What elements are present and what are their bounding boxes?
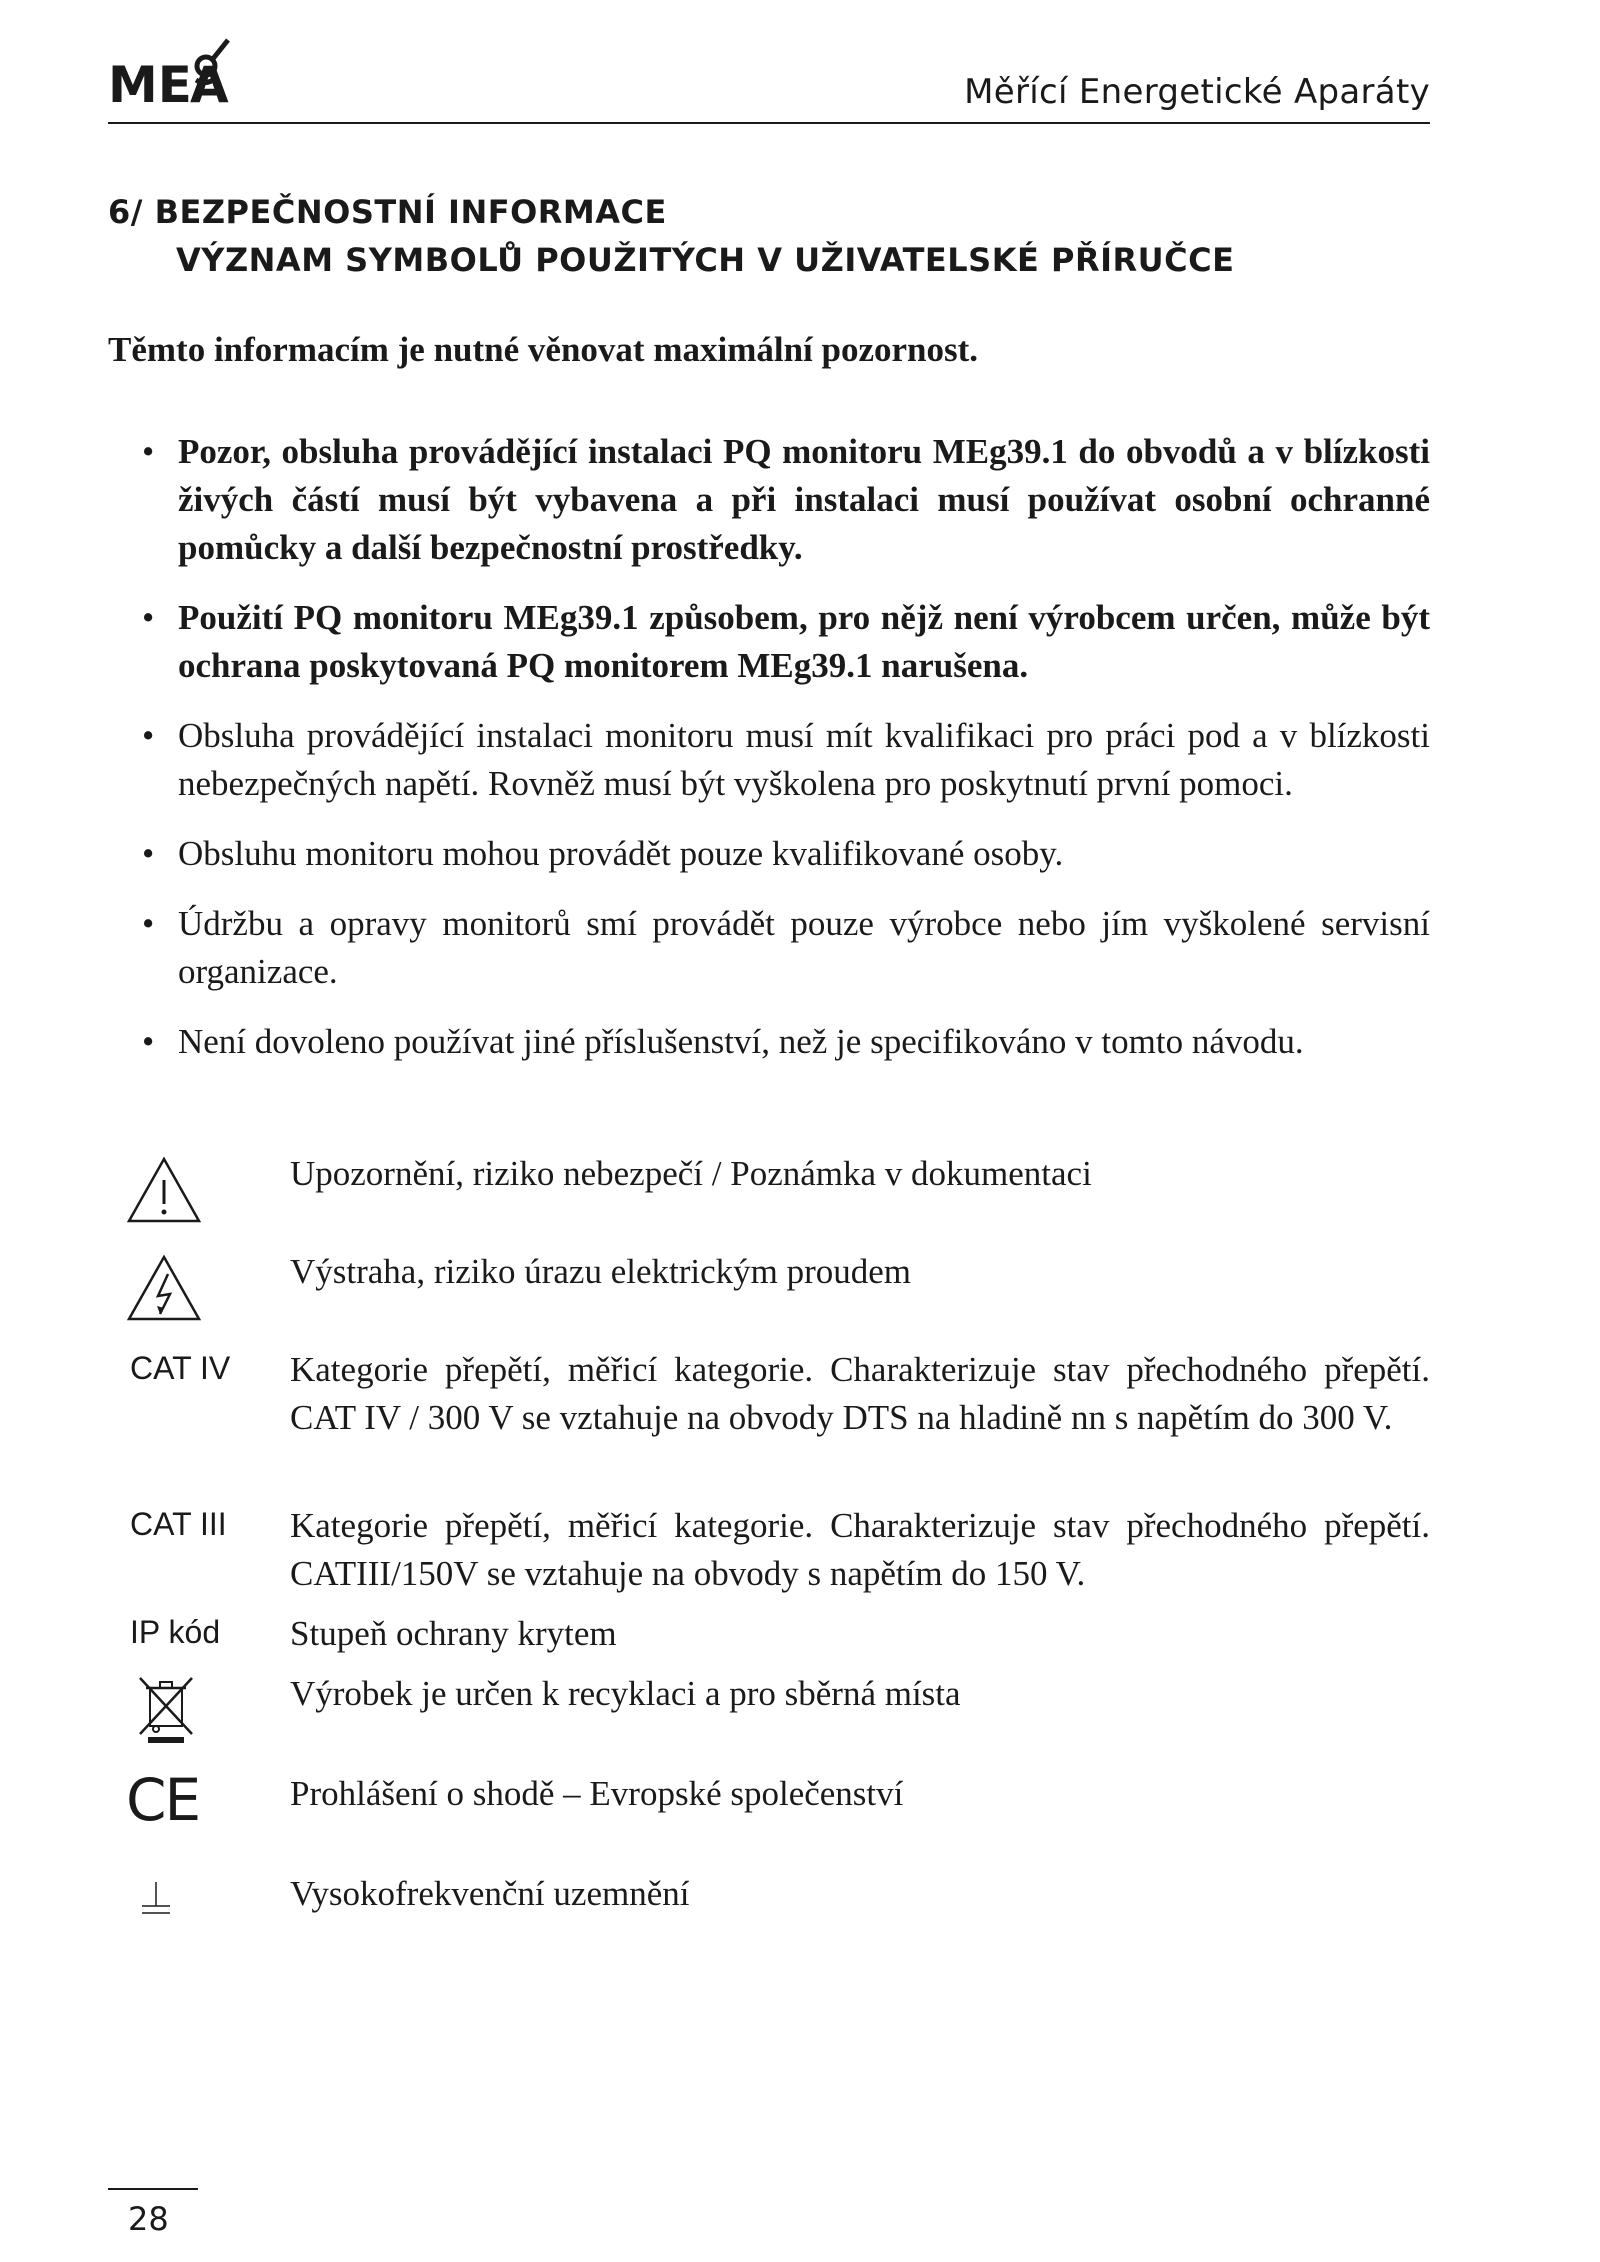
electric-shock-icon: [126, 1254, 202, 1322]
symbol-description: Upozornění, riziko nebezpečí / Poznámka v dokumentaci: [290, 1154, 1092, 1193]
cat3-label: [108, 1506, 258, 1543]
bullet-item: • Použití PQ monitoru MEg39.1 způsobem, pro nějž není výrobcem určen, může být ochrana poskytovaná PQ monitorem MEg39.1 narušena.: [108, 594, 1430, 690]
svg-text:A: A: [190, 56, 229, 110]
symbol-description: Stupeň ochrany krytem: [290, 1614, 617, 1653]
symbol-label: CAT IV: [130, 1350, 231, 1386]
symbol-label: CAT III: [130, 1506, 227, 1542]
symbol-description: Kategorie přepětí, měřicí kategorie. Charakterizuje stav přechodného přepětí. CATIII/150V se vztahuje na obvody s napětím do 150 V.: [290, 1506, 1430, 1593]
crossed-bin-icon: [136, 1674, 196, 1744]
section-title: [108, 188, 1234, 284]
bullet-item: • Pozor, obsluha provádějící instalaci PQ monitoru MEg39.1 do obvodů a v blízkosti živých částí musí být vybavena a při instalaci musí používat osobní ochranné pomůcky a další bezpečnostní prostředky.: [108, 428, 1430, 572]
bullet-item: • Není dovoleno používat jiné příslušenství, než je specifikováno v tomto návodu.: [108, 1018, 1430, 1066]
section-title-line2: VÝZNAM SYMBOLŮ POUŽITÝCH V UŽIVATELSKÉ PŘÍRUČCE: [176, 241, 1235, 279]
mega-logo: [108, 30, 248, 110]
header-divider: [108, 122, 1430, 124]
page-header: [108, 28, 1430, 126]
svg-text:ME: ME: [108, 56, 192, 110]
bullet-item: • Obsluhu monitoru mohou provádět pouze kvalifikované osoby.: [108, 830, 1430, 878]
footer-divider: [108, 2188, 198, 2190]
cat4-label: [108, 1350, 258, 1387]
bullet-item: • Obsluha provádějící instalaci monitoru musí mít kvalifikaci pro práci pod a v blízkosti nebezpečných napětí. Rovněž musí být vyškolena pro poskytnutí první pomoci.: [108, 712, 1430, 808]
bullet-item: • Údržbu a opravy monitorů smí provádět pouze výrobce nebo jím vyškolené servisní organizace.: [108, 900, 1430, 996]
ip-label: [108, 1614, 258, 1651]
symbol-description: Prohlášení o shodě – Evropské společenství: [290, 1774, 904, 1813]
warning-triangle-icon: [126, 1156, 202, 1224]
ce-mark-icon: CE: [126, 1766, 200, 1834]
intro-text: Těmto informacím je nutné věnovat maximální pozornost.: [108, 330, 979, 369]
symbol-label: IP kód: [130, 1614, 221, 1650]
symbol-description: Výstraha, riziko úrazu elektrickým proudem: [290, 1252, 912, 1291]
page-number: 28: [128, 2200, 169, 2238]
symbol-description: Vysokofrekvenční uzemnění: [290, 1874, 690, 1913]
section-title-line1: 6/ BEZPEČNOSTNÍ INFORMACE: [108, 193, 667, 231]
symbol-description: Výrobek je určen k recyklaci a pro sběrná místa: [290, 1674, 961, 1713]
header-title: Měřící Energetické Aparáty: [964, 72, 1430, 112]
safety-bullet-list: [108, 428, 1430, 1088]
ground-icon: [138, 1880, 174, 1916]
symbol-description: Kategorie přepětí, měřicí kategorie. Charakterizuje stav přechodného přepětí. CAT IV / 300 V se vztahuje na obvody DTS na hladině nn s napětím do 300 V.: [290, 1350, 1430, 1437]
